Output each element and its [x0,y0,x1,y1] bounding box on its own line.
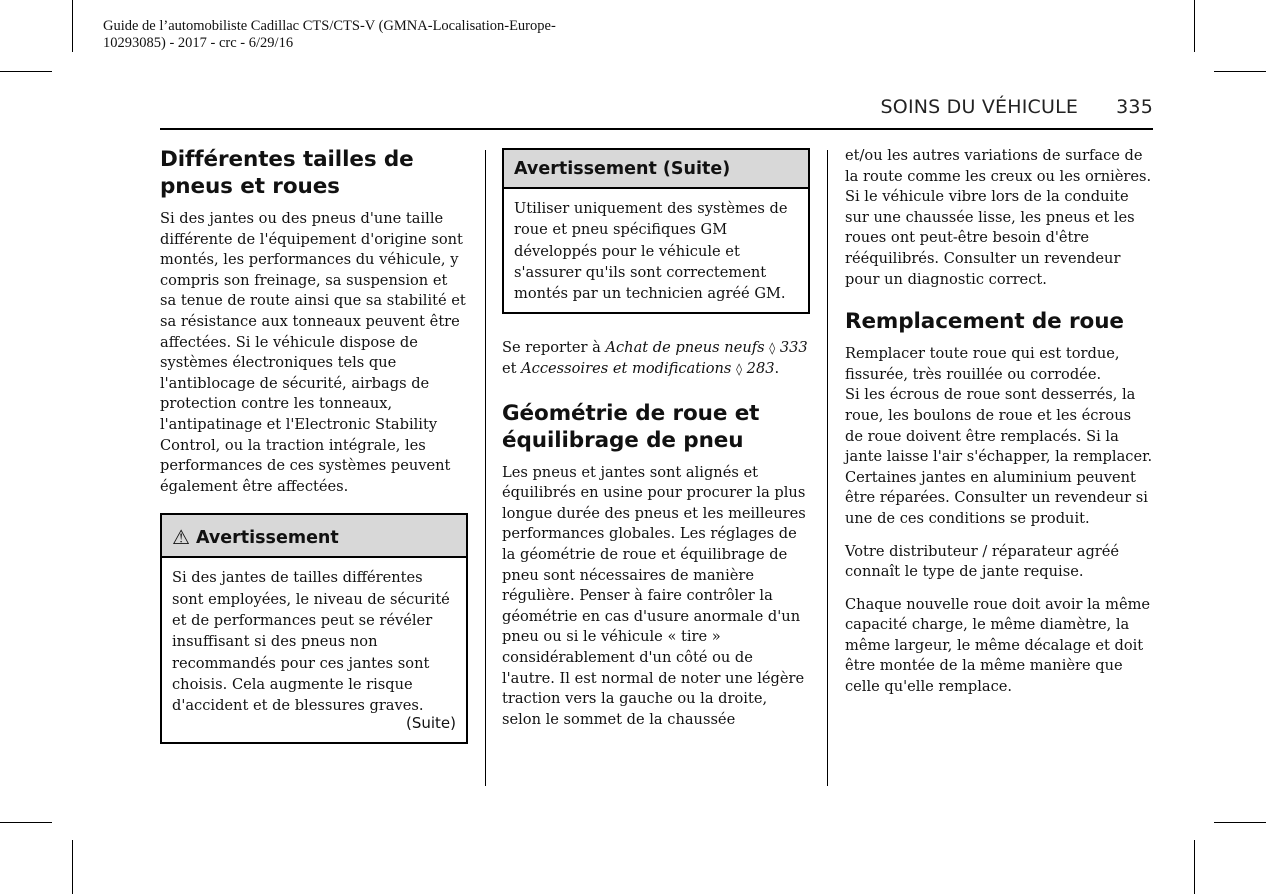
warning-text: Si des jantes de tailles différentes sont employées, le niveau de sécurité et de performances peut se révéler insuffisant si des pneus non recommandés pour ces jantes sont choisis. Cela augmente le risque d'accident et de blessures graves. [172,569,450,715]
crop-mark [1214,71,1266,72]
xref-mid: et [502,360,522,378]
document-meta [103,18,556,52]
section-heading-wheel-replacement: Remplacement de roue [845,309,1124,335]
warning-body [504,189,808,312]
page-ref-icon: ◊ [736,362,743,377]
body-paragraph: Remplacer toute roue qui est tordue, fissurée, très rouillée ou corrodée. [845,345,1120,383]
body-paragraph: Si des jantes ou des pneus d'une taille différente de l'équipement d'origine sont montés, les performances du véhicule, y compris son freinage, sa suspension et sa tenue de route ainsi que sa stabilité et sa résistance aux tonneaux peuvent être affectées. Si le véhicule dispose de systèmes électroniques tels que l'antiblocage de sécurité, airbags de protection contre les tonneaux, l'antipatinage et l'Electronic Stability Control, ou la traction intégrale, les performances de ces systèmes peuvent également être affectées. [160,210,466,495]
xref-prefix: Se reporter à [502,339,606,357]
xref-end: . [774,360,780,378]
warning-title: Avertissement [195,528,339,549]
warning-triangle-icon: ⚠ [172,525,190,550]
crop-mark [1214,822,1266,823]
body-paragraph: Les pneus et jantes sont alignés et équilibrés en usine pour procurer la plus longue durée des pneus et les meilleures performances globales. Les réglages de la géométrie de roue et équilibrage de pneu sont nécessaires de manière régulière. Penser à faire contrôler la géométrie en cas d'usure anormale d'un pneu ou si le véhicule « tire » considérablement d'un côté ou de l'autre. Il est normal de noter une légère traction vers la gauche ou la droite, selon le sommet de la chaussée [502,463,806,728]
body-paragraph-continued: et/ou les autres variations de surface de la route comme les creux ou les ornières. Si le véhicule vibre lors de la conduite sur une chaussée lisse, les pneus et les roues ont peut-être besoin d'être rééquilibrés. Consulter un revendeur pour un diagnostic correct. [845,147,1152,288]
body-paragraph: Si les écrous de roue sont desserrés, la roue, les boulons de roue et les écrous de roue doivent être remplacés. Si la jante laisse l'air s'échapper, la remplacer. Certaines jantes en aluminium peuvent être réparées. Consulter un revendeur si une de ces conditions se produit. [845,386,1153,527]
warning-box-continued [502,148,810,314]
crop-mark [1194,840,1195,894]
column-1 [160,146,468,766]
meta-line-2: 10293085) - 2017 - crc - 6/29/16 [103,35,294,51]
column-3 [845,146,1153,710]
crop-mark [0,71,52,72]
page-number: 335 [1116,96,1153,118]
warning-box [160,513,468,744]
continued-label: (Suite) [405,714,456,733]
warning-body [162,558,466,742]
crop-mark [1194,0,1195,52]
column-2 [502,148,810,742]
xref-page[interactable]: 333 [779,339,808,357]
crop-mark [72,0,73,52]
section-heading-tire-sizes: Différentes tailles de pneus et roues [160,147,414,199]
cross-reference [502,338,810,379]
xref-page[interactable]: 283 [746,360,775,378]
crop-mark [0,822,52,823]
warning-text: Utiliser uniquement des systèmes de roue et pneu spécifiques GM développés pour le véhicule et s'assurer qu'ils sont correctement montés par un technicien agréé GM. [514,200,788,303]
warning-title: Avertissement (Suite) [514,159,731,179]
meta-line-1: Guide de l’automobiliste Cadillac CTS/CTS-V (GMNA-Localisation-Europe- [103,18,556,34]
column-divider [485,150,486,786]
page-ref-icon: ◊ [769,341,776,356]
body-paragraph: Chaque nouvelle roue doit avoir la même capacité charge, le même diamètre, la même largeur, le même décalage et doit être montée de la même manière que celle qu'elle remplace. [845,595,1151,696]
running-head [780,96,1153,118]
section-heading-alignment: Géométrie de roue et équilibrage de pneu [502,400,760,453]
warning-header [162,515,466,558]
column-divider [827,150,828,786]
section-title: SOINS DU VÉHICULE [880,96,1079,118]
warning-header [504,150,808,189]
header-rule [160,128,1153,130]
xref-link-accessories[interactable]: Accessoires et modifications [521,360,732,378]
crop-mark [72,840,73,894]
body-paragraph: Votre distributeur / réparateur agréé connaît le type de jante requise. [845,542,1120,581]
xref-link-new-tires[interactable]: Achat de pneus neufs [605,339,765,357]
